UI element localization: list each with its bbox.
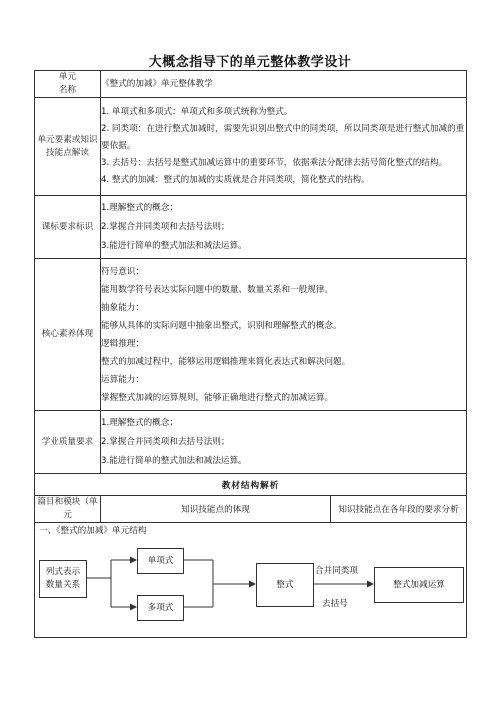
node-source: 列式表示 数量关系 bbox=[39, 560, 87, 598]
literacy-heading: 抽象能力： bbox=[101, 302, 144, 313]
label-remove-brackets: 去括号 bbox=[322, 599, 348, 609]
elements-item: 3. 去括号：去括号是整式加减运算中的重要环节，依据乘法分配律去括号简化整式的结构。 bbox=[101, 158, 448, 168]
literacy-text: 整式的加减过程中，能够运用逻辑推理来简化表达式和解决问题。 bbox=[101, 356, 351, 367]
standards-row bbox=[35, 196, 467, 259]
design-table bbox=[34, 70, 467, 638]
unit-name-value: 《整式的加减》单元整体教学 bbox=[101, 71, 467, 98]
quality-item: 1.理解整式的概念； bbox=[101, 417, 178, 428]
elements-item: 2. 同类项：在进行整式加减时，需要先识别出整式中的同类项，所以同类项是进行整式加减的重要依据。 bbox=[101, 124, 465, 151]
structure-row bbox=[35, 523, 467, 638]
literacy-text: 能用数学符号表达实际问题中的数量、数量关系和一般规律。 bbox=[101, 284, 334, 295]
structure-caption: 一、《整式的加减》单元结构 bbox=[39, 526, 147, 536]
analysis-header-row bbox=[35, 496, 467, 523]
literacy-heading: 符号意识： bbox=[101, 266, 144, 277]
page-title: 大概念指导下的单元整体教学设计 bbox=[148, 55, 352, 70]
standards-item: 1.理解整式的概念； bbox=[101, 202, 178, 213]
quality-label: 学业质量要求 bbox=[35, 411, 101, 474]
node-polynomial: 多项式 bbox=[137, 595, 184, 621]
node-expression: 整式 bbox=[256, 563, 314, 607]
literacy-heading: 运算能力： bbox=[101, 374, 144, 385]
literacy-text: 能够从具体的实际问题中抽象出整式，识别和理解整式的概念。 bbox=[101, 320, 342, 331]
analysis-col-module: 篇目和模块（单元 bbox=[35, 496, 101, 523]
quality-item: 2.掌握合并同类项和去括号法则； bbox=[101, 436, 230, 447]
structure-cell bbox=[35, 523, 467, 638]
unit-name-row bbox=[35, 71, 467, 98]
analysis-col-grade-requirements: 知识技能点在各年段的要求分析 bbox=[331, 496, 467, 523]
literacy-row bbox=[35, 259, 467, 411]
structure-diagram bbox=[35, 540, 466, 632]
node-operation: 整式加减运算 bbox=[374, 567, 464, 603]
elements-item: 4. 整式的加减：整式的加减的实质就是合并同类项，简化整式的结构。 bbox=[101, 175, 370, 185]
analysis-heading: 教材结构解析 bbox=[35, 474, 467, 496]
standards-item: 2.掌握合并同类项和去括号法则； bbox=[101, 221, 230, 232]
quality-content bbox=[101, 411, 467, 474]
elements-row bbox=[35, 98, 467, 196]
elements-item: 1. 单项式和多项式：单项式和多项式统称为整式。 bbox=[101, 107, 293, 117]
literacy-text: 掌握整式加减的运算规则，能够正确地进行整式的加减运算。 bbox=[101, 392, 334, 403]
standards-item: 3.能进行简单的整式加法和减法运算。 bbox=[101, 240, 247, 251]
analysis-heading-row bbox=[35, 474, 467, 496]
unit-name-label: 单元 名称 bbox=[35, 71, 101, 98]
literacy-heading: 逻辑推理： bbox=[101, 338, 144, 349]
elements-content bbox=[101, 98, 467, 196]
analysis-col-knowledge: 知识技能点的体现 bbox=[101, 496, 331, 523]
quality-item: 3.能进行简单的整式加法和减法运算。 bbox=[101, 455, 247, 466]
standards-content bbox=[101, 196, 467, 259]
label-combine-terms: 合并同类项 bbox=[315, 566, 358, 576]
node-monomial: 单项式 bbox=[137, 548, 184, 574]
literacy-label: 核心素养体现 bbox=[35, 259, 101, 411]
standards-label: 课标要求标识 bbox=[35, 196, 101, 259]
literacy-content bbox=[101, 259, 467, 411]
elements-label: 单元要素或知识技能点解读 bbox=[35, 98, 101, 196]
quality-row bbox=[35, 411, 467, 474]
